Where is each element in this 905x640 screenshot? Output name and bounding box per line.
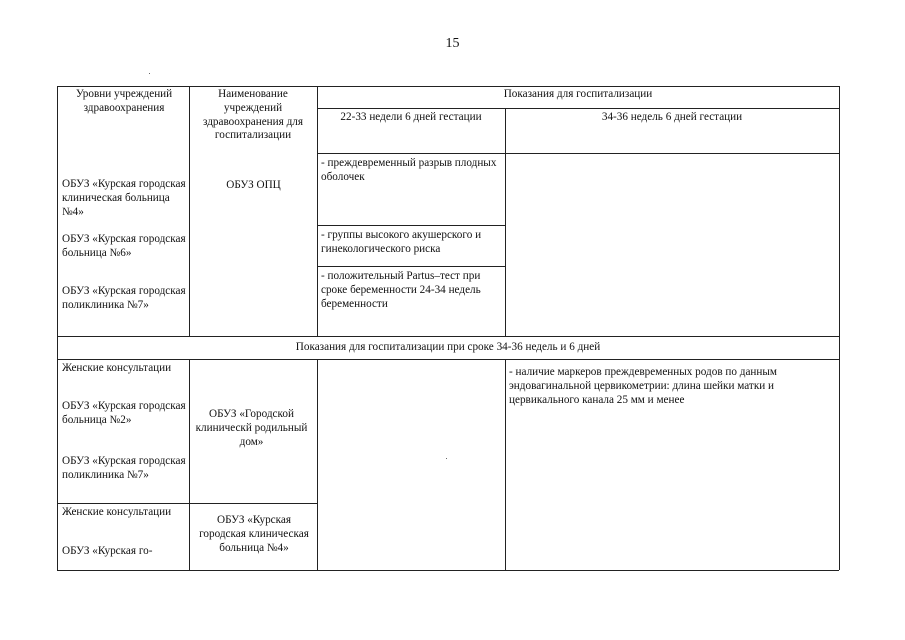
section1-level-1: ОБУЗ «Курская городская клиническая больница №4» <box>62 178 186 218</box>
header-levels: Уровни учреждений здравоохранения <box>75 88 173 114</box>
section1-level-3: ОБУЗ «Курская городская поликлиника №7» <box>62 285 186 311</box>
section1-bottom <box>57 336 839 337</box>
col-divider-1-bottom <box>189 359 190 570</box>
col-divider-2-bottom <box>317 359 318 570</box>
table-border-top <box>57 86 839 87</box>
section1-indication-2: - группы высокого акушерского и гинекологического риска <box>321 229 482 255</box>
section2-group1-level-1: Женские консультации <box>62 362 172 374</box>
section2-group1-indication: - наличие маркеров преждевременных родов по данным эндовагинальной цервикометрии: длина шейки матки и цервикального канала 25 мм и менее <box>509 366 778 406</box>
scan-speck <box>446 458 447 459</box>
section2-group2-level-2: ОБУЗ «Курская го- <box>62 545 153 557</box>
row-divider-1 <box>317 225 505 226</box>
section1-level-2: ОБУЗ «Курская городская больница №6» <box>62 233 186 259</box>
section2-title-bottom <box>57 359 839 360</box>
header-indications: Показания для госпитализации <box>503 88 653 100</box>
page-number: 15 <box>445 36 460 51</box>
section2-title: Показания для госпитализации при сроке 34-36 недель и 6 дней <box>295 341 601 353</box>
col-divider-1-top <box>189 86 190 336</box>
section1-indication-3: - положительный Partus–тест при сроке беременности 24-34 недель беременности <box>321 270 481 310</box>
group-divider <box>57 503 317 504</box>
col-divider-3-top <box>505 108 506 336</box>
scan-speck <box>149 73 150 74</box>
section2-group1-level-2: ОБУЗ «Курская городская больница №2» <box>62 400 186 426</box>
col-divider-3-bottom <box>505 359 506 570</box>
section2-group1-level-3: ОБУЗ «Курская городская поликлиника №7» <box>62 455 186 481</box>
header-institution-name: Наименование учреждений здравоохранения для госпитализации <box>202 88 304 142</box>
section2-group1-institution: ОБУЗ «Городской клиническй родильный дом» <box>195 408 308 448</box>
table-border-left <box>57 86 58 570</box>
section1-indication-1: - преждевременный разрыв плодных оболочек <box>321 157 497 183</box>
header-bottom <box>317 153 839 154</box>
table-border-right <box>839 86 840 570</box>
header-divider <box>317 108 839 109</box>
header-col-34-36: 34-36 недель 6 дней гестации <box>601 111 743 123</box>
section1-institution: ОБУЗ ОПЦ <box>226 179 281 191</box>
section2-group2-institution: ОБУЗ «Курская городская клиническая больница №4» <box>199 514 309 554</box>
row-divider-2 <box>317 266 505 267</box>
table-border-bottom <box>57 570 839 571</box>
section2-group2-level-1: Женские консультации <box>62 506 172 518</box>
header-col-22-33: 22-33 недели 6 дней гестации <box>340 111 482 123</box>
